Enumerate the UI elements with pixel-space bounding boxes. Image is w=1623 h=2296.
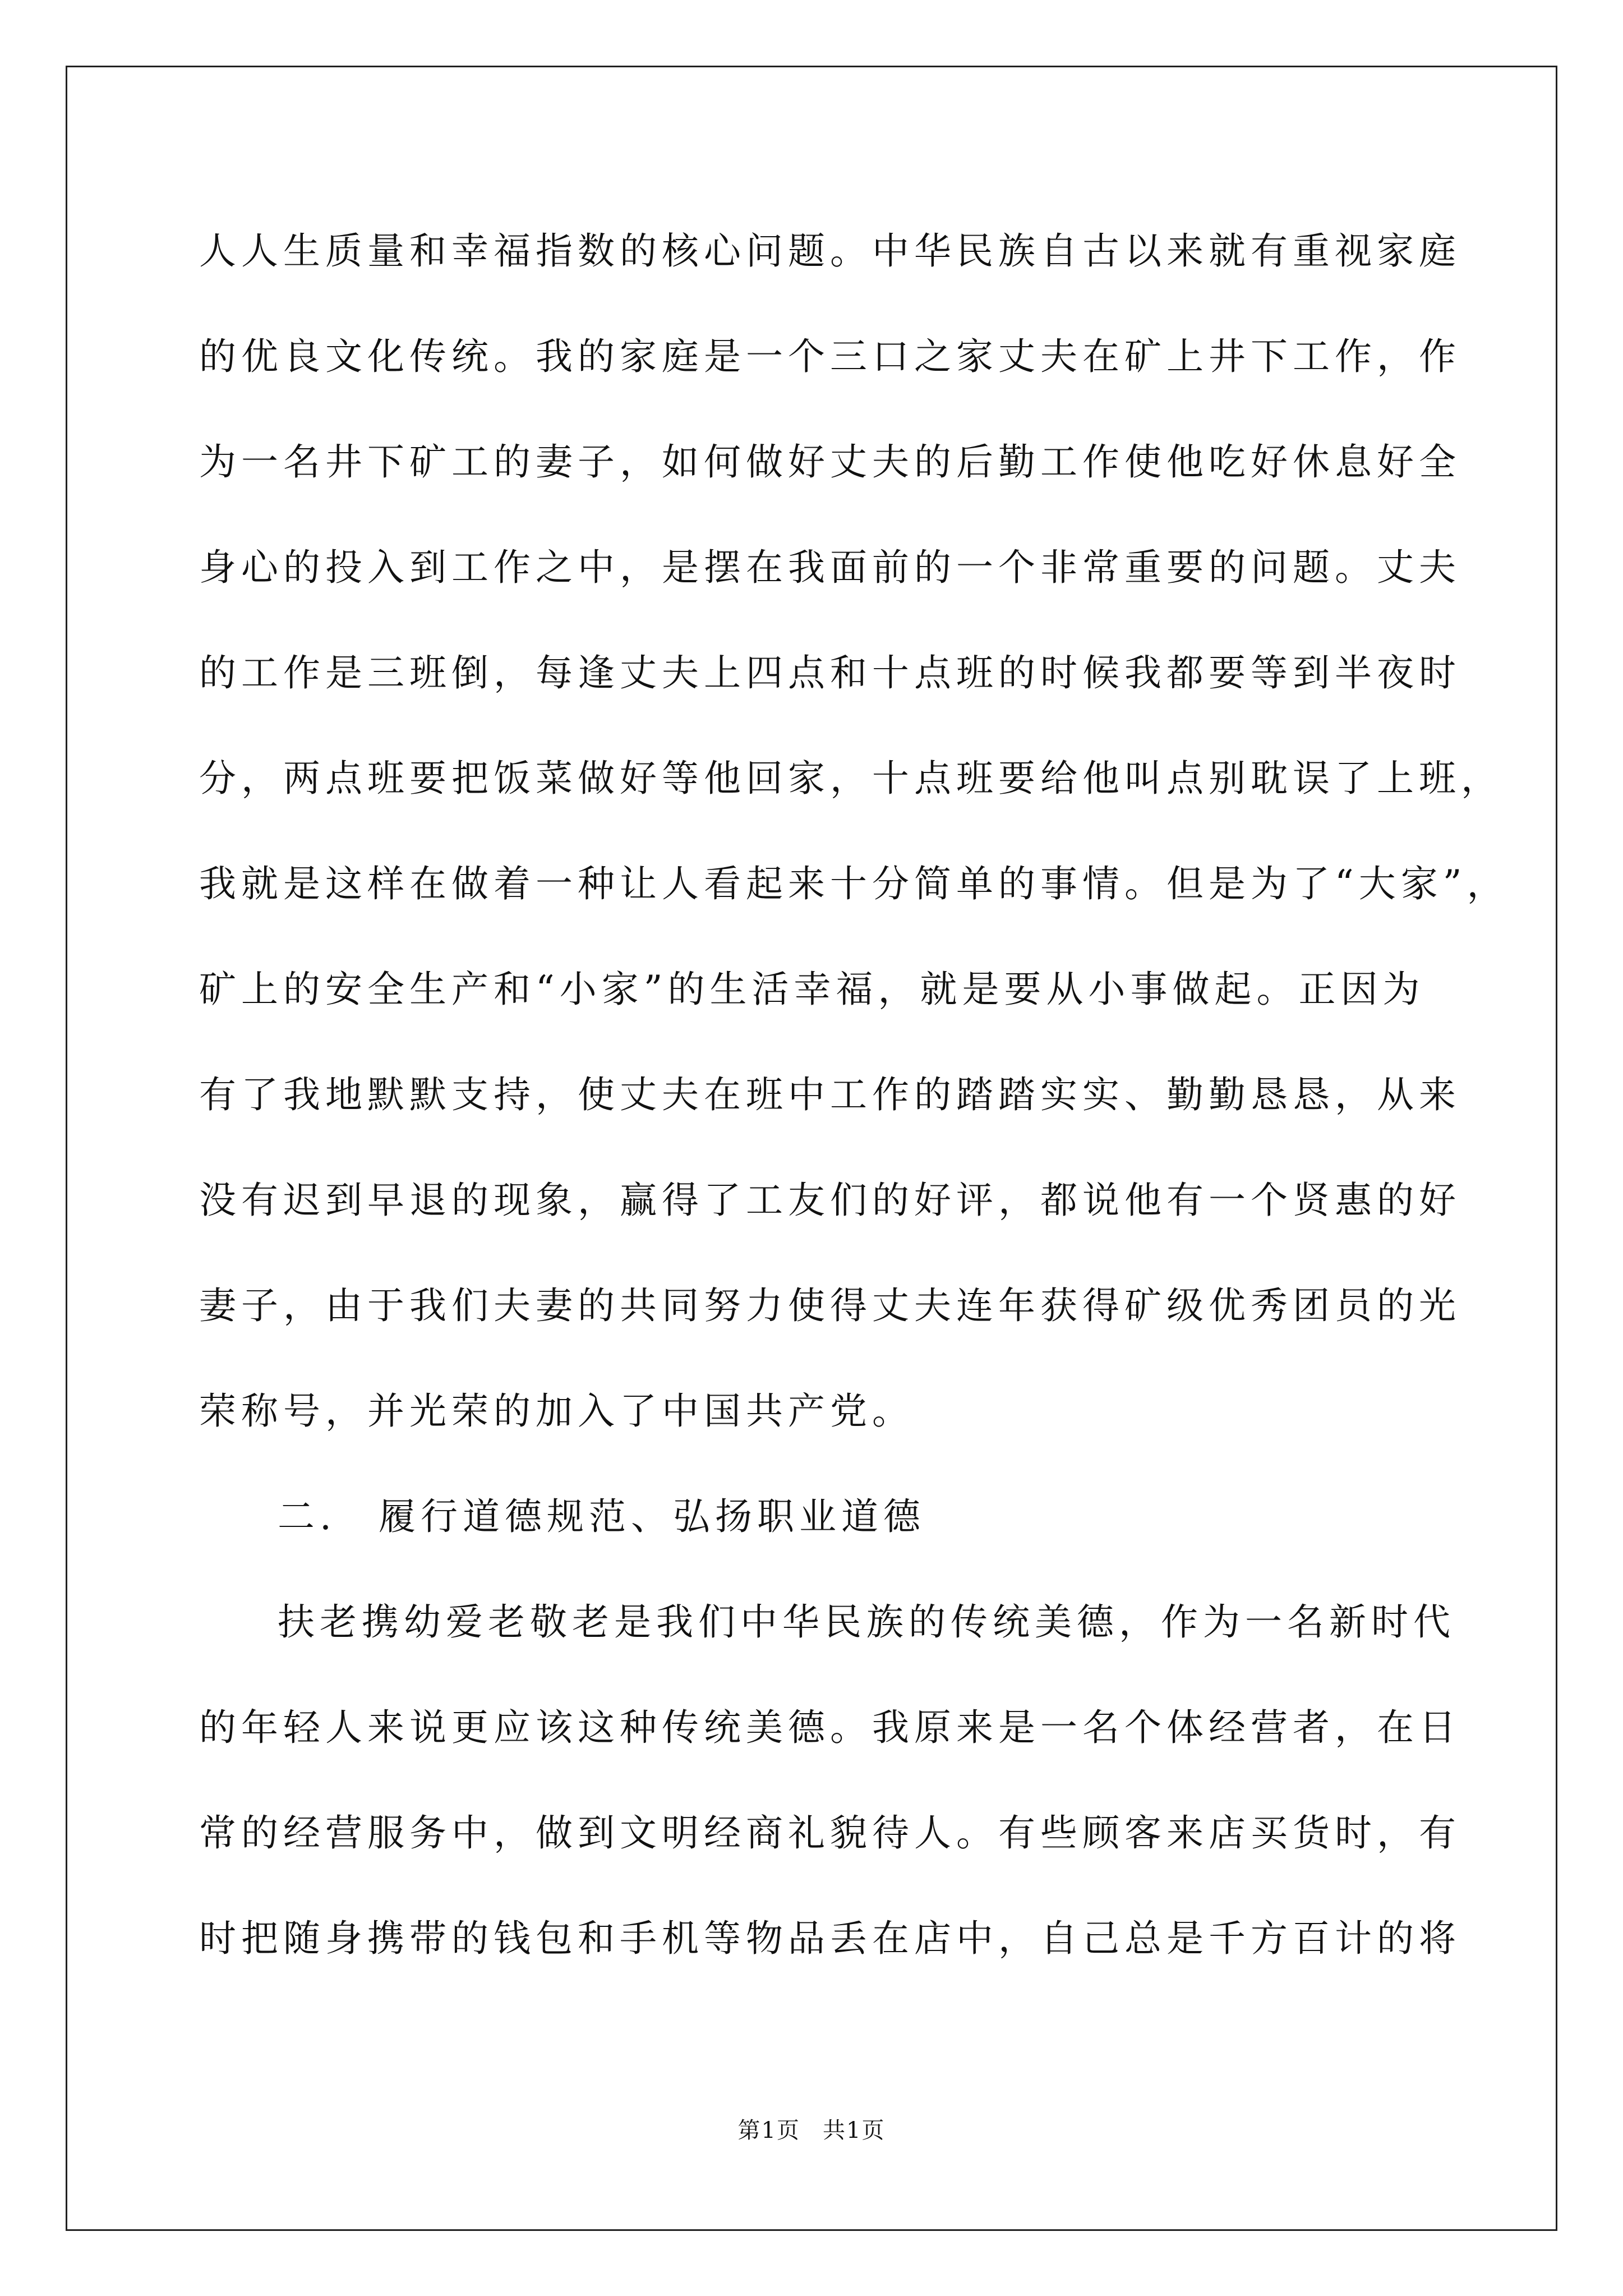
- text-line: 没有迟到早退的现象，赢得了工友们的好评，都说他有一个贤惠的好: [199, 1179, 1461, 1222]
- text-line: 时把随身携带的钱包和手机等物品丢在店中，自己总是千方百计的将: [199, 1917, 1461, 1960]
- section-number: 二.: [278, 1495, 336, 1538]
- section-title: 履行道德规范、弘扬职业道德: [379, 1495, 925, 1538]
- text-line: 分，两点班要把饭菜做好等他回家，十点班要给他叫点别耽误了上班，: [199, 757, 1503, 800]
- text-line: 人人生质量和幸福指数的核心问题。中华民族自古以来就有重视家庭: [199, 229, 1461, 273]
- text-line: 的工作是三班倒，每逢丈夫上四点和十点班的时候我都要等到半夜时: [199, 651, 1461, 694]
- text-line: 的优良文化传统。我的家庭是一个三口之家丈夫在矿上井下工作，作: [199, 335, 1461, 378]
- section-heading: [199, 1478, 1483, 1583]
- page-footer: [0, 2116, 1623, 2145]
- text-line: 扶老携幼爱老敬老是我们中华民族的传统美德，作为一名新时代: [278, 1600, 1455, 1644]
- text-line: 妻子，由于我们夫妻的共同努力使得丈夫连年获得矿级优秀团员的光: [199, 1284, 1461, 1327]
- text-line: 有了我地默默支持，使丈夫在班中工作的踏踏实实、勤勤恳恳，从来: [199, 1073, 1461, 1116]
- page-number: 第1页: [737, 2118, 800, 2143]
- text-line: 我就是这样在做着一种让人看起来十分简单的事情。但是为了“大家”，: [199, 862, 1509, 905]
- text-line: 为一名井下矿工的妻子，如何做好丈夫的后勤工作使他吃好休息好全: [199, 440, 1461, 484]
- text-line: 荣称号，并光荣的加入了中国共产党。: [199, 1389, 914, 1433]
- page-total: 共1页: [823, 2118, 886, 2143]
- document-body: [199, 212, 1509, 2005]
- text-line: 的年轻人来说更应该这种传统美德。我原来是一名个体经营者，在日: [199, 1706, 1461, 1749]
- text-line: 常的经营服务中，做到文明经商礼貌待人。有些顾客来店买货时，有: [199, 1811, 1461, 1855]
- text-line: 身心的投入到工作之中，是摆在我面前的一个非常重要的问题。丈夫: [199, 546, 1461, 589]
- text-line: 矿上的安全生产和“小家”的生活幸福，就是要从小事做起。正因为: [199, 968, 1425, 1011]
